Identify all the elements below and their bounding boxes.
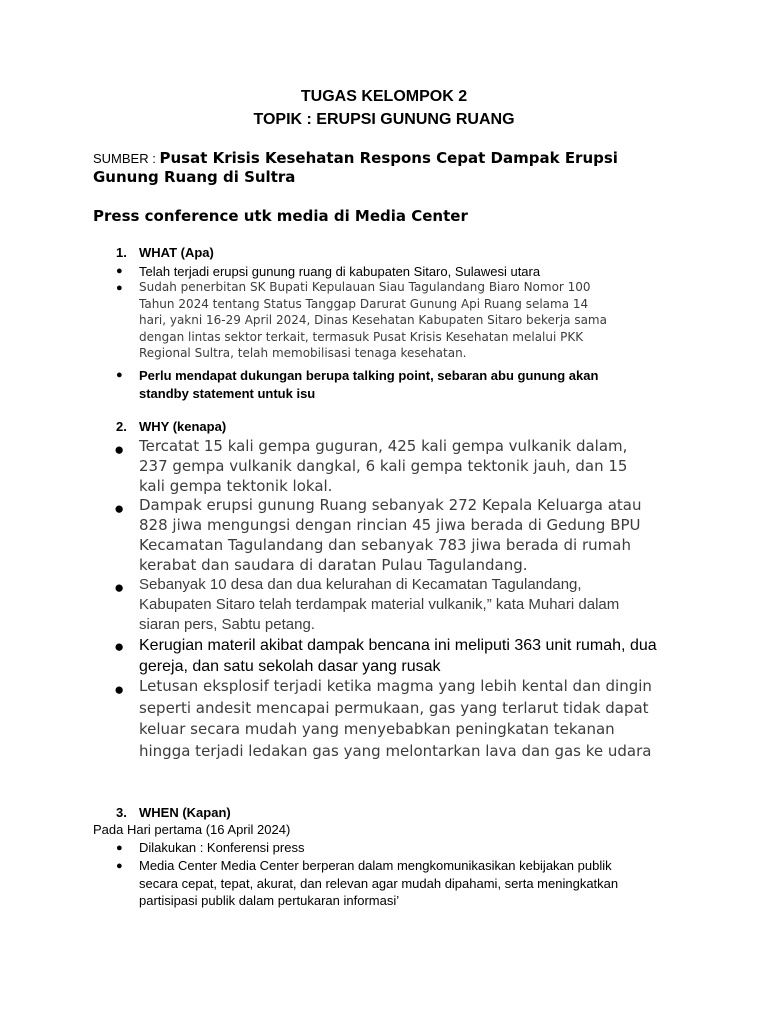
when-intro: Pada Hari pertama (16 April 2024) [93, 822, 291, 837]
text-line: dengan lintas sektor terkait, termasuk Pusat Krisis Kesehatan melalui PKK [139, 329, 584, 344]
text-line: Tercatat 15 kali gempa guguran, 425 kali gempa vulkanik dalam, [139, 437, 628, 455]
bullet-icon: ● [114, 578, 125, 597]
text-line: 237 gempa vulkanik dangkal, 6 kali gempa tektonik jauh, dan 15 [139, 457, 628, 475]
when-number: 3. [116, 805, 127, 820]
text-line: Sebanyak 10 desa dan dua kelurahan di Kecamatan Tagulandang, [139, 576, 582, 593]
text-line: secara cepat, tepat, akurat, dan relevan agar mudah dipahami, serta meningkatkan [139, 875, 619, 891]
when-item-2 [139, 857, 618, 910]
text-line: Regional Sultra, telah memobilisasi tenaga kesehatan. [139, 346, 467, 361]
text-line: Kecamatan Tagulandang dan sebanyak 783 jiwa berada di rumah [139, 536, 631, 554]
title-line-2: TOPIK : ERUPSI GUNUNG RUANG [253, 111, 515, 128]
text-line: hingga terjadi ledakan gas yang melontarkan lava dan gas ke udara [139, 741, 652, 760]
bullet-icon: ● [116, 369, 123, 381]
when-item-1: Dilakukan : Konferensi press [139, 840, 305, 855]
text-line: gereja, dan satu sekolah dasar yang rusak [139, 658, 441, 675]
bullet-icon: ● [116, 842, 123, 854]
text-line: Media Center Media Center berperan dalam mengkomunikasikan kebijakan publik [139, 858, 612, 873]
source-label: SUMBER : [93, 151, 160, 166]
when-heading: WHEN (Kapan) [139, 805, 231, 820]
why-item-4 [139, 635, 657, 677]
text-line: Letusan eksplosif terjadi ketika magma yang lebih kental dan dingin [139, 677, 652, 695]
text-line: hari, yakni 16-29 April 2024, Dinas Kesehatan Kabupaten Sitaro bekerja sama [139, 313, 607, 328]
text-line: standby statement untuk isu [139, 385, 316, 401]
why-heading: WHY (kenapa) [139, 419, 227, 434]
bullet-icon: ● [114, 440, 125, 459]
text-line: Sudah penerbitan SK Bupati Kepulauan Siau Tagulandang Biaro Nomor 100 [139, 280, 591, 294]
bullet-icon: ● [114, 499, 125, 518]
text-line: keluar secara mudah yang menyebabkan peningkatan tekanan [139, 720, 615, 738]
source-text: Pusat Krisis Kesehatan Respons Cepat Dampak Erupsi [159, 149, 618, 167]
bullet-icon: ● [114, 680, 125, 699]
text-line: kerabat dan saudara di daratan Pulau Tagulandang. [139, 556, 528, 574]
bullet-icon: ● [116, 860, 123, 872]
text-line: Tahun 2024 tentang Status Tanggap Darurat Gunung Api Ruang selama 14 [139, 296, 589, 311]
source-text-line-2: Gunung Ruang di Sultra [93, 168, 296, 186]
text-line: seperti andesit mencapai permukaan, gas yang terlarut tidak dapat [139, 698, 649, 717]
source-line [93, 149, 618, 168]
text-line: Perlu mendapat dukungan berupa talking point, sebaran abu gunung akan [139, 368, 599, 383]
text-line: siaran pers, Sabtu petang. [139, 616, 315, 633]
why-item-3 [139, 575, 619, 635]
what-item-2 [139, 279, 607, 362]
what-number: 1. [116, 245, 127, 260]
text-line: 828 jiwa mengungsi dengan rincian 45 jiwa berada di Gedung BPU [139, 516, 641, 534]
bullet-icon: ● [116, 265, 123, 277]
why-number: 2. [116, 419, 127, 434]
text-line: Kerugian materil akibat dampak bencana ini meliputi 363 unit rumah, dua [139, 637, 657, 654]
why-item-2 [139, 495, 674, 575]
title-line-1: TUGAS KELOMPOK 2 [300, 88, 468, 105]
text-line: Kabupaten Sitaro telah terdampak material vulkanik,” kata Muhari dalam [139, 596, 620, 613]
press-heading: Press conference utk media di Media Center [93, 207, 468, 225]
what-heading: WHAT (Apa) [139, 245, 214, 260]
what-item-3 [139, 367, 598, 402]
text-line: Dampak erupsi gunung Ruang sebanyak 272 Kepala Keluarga atau [139, 496, 642, 514]
bullet-icon: ● [116, 282, 123, 294]
what-item-1: Telah terjadi erupsi gunung ruang di kabupaten Sitaro, Sulawesi utara [139, 264, 541, 279]
why-item-5 [139, 676, 652, 762]
why-item-1 [139, 436, 627, 496]
text-line: partisipasi publik dalam pertukaran informasi’ [139, 893, 400, 908]
text-line: kali gempa tektonik lokal. [139, 477, 333, 495]
bullet-icon: ● [114, 637, 125, 656]
